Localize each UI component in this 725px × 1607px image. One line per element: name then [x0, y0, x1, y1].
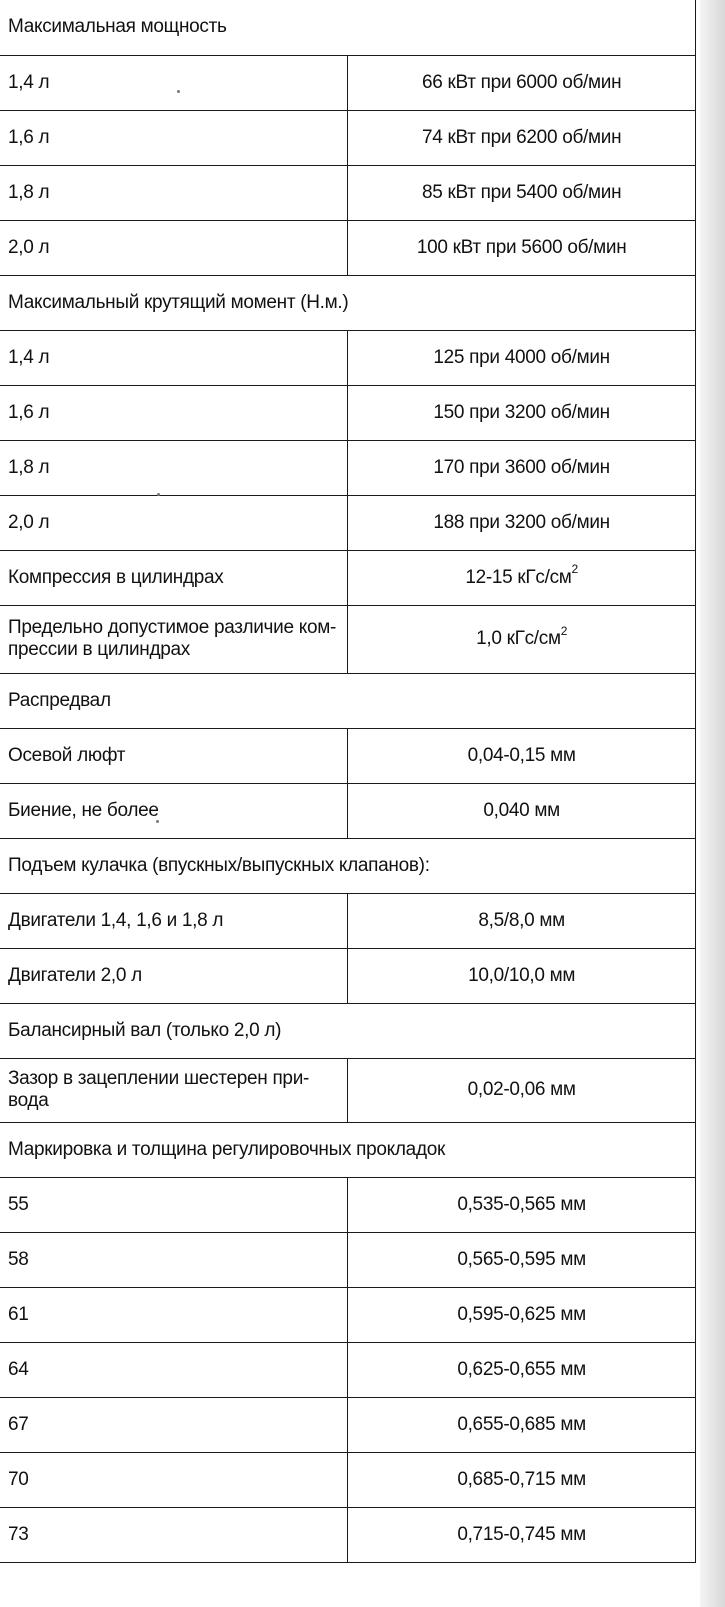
spec-value-text: 150 при 3200 об/мин	[433, 401, 610, 423]
section-title: Подъем кулачка (впускных/выпускных клапанов):	[0, 838, 696, 893]
spec-value	[348, 1342, 696, 1397]
section-header-row	[0, 0, 696, 55]
spec-value	[348, 1397, 696, 1452]
spec-row	[0, 1507, 696, 1562]
spec-value-text: 0,565-0,595 мм	[457, 1248, 586, 1270]
spec-label-text: 1,4 л	[8, 346, 50, 368]
spec-label-text: 70	[8, 1468, 29, 1490]
spec-value-text: 66 кВт при 6000 об/мин	[421, 71, 622, 93]
spec-label	[0, 1287, 348, 1342]
unit-superscript: 2	[571, 562, 578, 577]
spec-row	[0, 55, 696, 110]
spec-value	[348, 495, 696, 550]
spec-label	[0, 55, 348, 110]
spec-row	[0, 165, 696, 220]
spec-row	[0, 495, 696, 550]
spec-label	[0, 1058, 348, 1122]
unit-superscript: 2	[560, 623, 568, 638]
spec-value-text: 0,715-0,745 мм	[457, 1523, 586, 1545]
spec-value	[348, 1058, 696, 1122]
spec-value	[348, 440, 696, 495]
spec-row	[0, 1232, 696, 1287]
spec-value-text: 0,595-0,625 мм	[457, 1303, 586, 1325]
scan-speck	[157, 493, 160, 496]
spec-label	[0, 1232, 348, 1287]
spec-value-text: 1,0 кГс/см	[476, 628, 561, 649]
spec-row	[0, 1058, 696, 1122]
spec-label-text: 1,8 л	[8, 456, 50, 478]
page-edge-shadow	[700, 0, 725, 1607]
spec-value	[348, 1287, 696, 1342]
spec-value	[348, 893, 696, 948]
spec-label-text: 55	[8, 1193, 29, 1215]
spec-label-text: Компрессия в цилиндрах	[8, 566, 224, 588]
spec-row	[0, 1452, 696, 1507]
section-header-row	[0, 838, 696, 893]
spec-value-text: 10,0/10,0 мм	[468, 964, 576, 986]
scan-speck	[177, 90, 180, 93]
spec-value	[348, 220, 696, 275]
spec-value-text: 0,02-0,06 мм	[467, 1079, 576, 1100]
spec-label-text: 1,8 л	[8, 181, 50, 203]
spec-value	[348, 728, 696, 783]
spec-label	[0, 893, 348, 948]
spec-label-text: 58	[8, 1248, 29, 1270]
spec-row	[0, 110, 696, 165]
spec-row	[0, 948, 696, 1003]
spec-row	[0, 440, 696, 495]
spec-row	[0, 605, 696, 673]
spec-label	[0, 1177, 348, 1232]
section-header-row	[0, 1122, 696, 1177]
spec-row	[0, 330, 696, 385]
spec-value-text: 100 кВт при 5600 об/мин	[416, 236, 627, 258]
spec-value-text: 188 при 3200 об/мин	[433, 511, 610, 533]
spec-value-text: 0,535-0,565 мм	[457, 1193, 586, 1215]
spec-label-text: 2,0 л	[8, 511, 50, 533]
spec-value	[348, 948, 696, 1003]
spec-value	[348, 1232, 696, 1287]
spec-row	[0, 385, 696, 440]
spec-value	[348, 110, 696, 165]
spec-label-text: Двигатели 1,4, 1,6 и 1,8 л	[8, 909, 224, 931]
spec-row	[0, 220, 696, 275]
spec-label	[0, 948, 348, 1003]
spec-value	[348, 783, 696, 838]
spec-label	[0, 440, 348, 495]
spec-row	[0, 893, 696, 948]
spec-label	[0, 783, 348, 838]
spec-value-text: 74 кВт при 6200 об/мин	[421, 126, 622, 148]
section-title: Распредвал	[0, 673, 696, 728]
spec-label-text: Биение, не более	[8, 799, 159, 821]
spec-value-text: 0,625-0,655 мм	[457, 1358, 586, 1380]
spec-row	[0, 1397, 696, 1452]
spec-row	[0, 550, 696, 605]
spec-value	[348, 1507, 696, 1562]
spec-label-text: 67	[8, 1413, 29, 1435]
spec-value	[348, 385, 696, 440]
section-header-row	[0, 275, 696, 330]
spec-label-text: Зазор в зацеплении шестерен при- вода	[8, 1068, 310, 1111]
spec-label-text: 73	[8, 1523, 29, 1545]
spec-label	[0, 220, 348, 275]
spec-row	[0, 1342, 696, 1397]
spec-row	[0, 783, 696, 838]
spec-row	[0, 1287, 696, 1342]
section-title: Максимальный крутящий момент (Н.м.)	[0, 275, 696, 330]
scan-speck	[156, 820, 159, 823]
spec-value-text: 12-15 кГс/см	[465, 566, 572, 588]
spec-value-text: 0,04-0,15 мм	[467, 744, 576, 766]
section-header-row	[0, 673, 696, 728]
spec-label	[0, 330, 348, 385]
spec-label-text: 64	[8, 1358, 29, 1380]
spec-value	[348, 55, 696, 110]
spec-label-text: 2,0 л	[8, 236, 50, 258]
spec-label-text: 1,6 л	[8, 126, 50, 148]
spec-label-text: Предельно допустимое различие ком- прессии в цилиндрах	[8, 617, 336, 660]
spec-label-text: 1,6 л	[8, 401, 50, 423]
section-title: Маркировка и толщина регулировочных прокладок	[0, 1122, 696, 1177]
spec-label	[0, 110, 348, 165]
spec-label	[0, 1342, 348, 1397]
section-title: Максимальная мощность	[0, 0, 696, 55]
spec-label	[0, 605, 348, 673]
spec-value-text: 85 кВт при 5400 об/мин	[421, 181, 622, 203]
spec-value	[348, 1452, 696, 1507]
spec-label	[0, 1397, 348, 1452]
spec-label	[0, 1507, 348, 1562]
spec-value	[348, 1177, 696, 1232]
spec-label	[0, 495, 348, 550]
spec-value-text: 0,685-0,715 мм	[457, 1468, 586, 1490]
spec-row	[0, 728, 696, 783]
spec-row	[0, 1177, 696, 1232]
spec-value	[348, 330, 696, 385]
spec-label	[0, 385, 348, 440]
spec-label-text: 61	[8, 1303, 29, 1325]
spec-label-text: 1,4 л	[8, 71, 50, 93]
spec-value-text: 0,040 мм	[483, 799, 560, 821]
spec-value-text: 125 при 4000 об/мин	[433, 346, 610, 368]
spec-value-text: 8,5/8,0 мм	[478, 909, 565, 931]
spec-label-text: Двигатели 2,0 л	[8, 964, 142, 986]
spec-value	[348, 605, 696, 673]
spec-label	[0, 550, 348, 605]
section-title: Балансирный вал (только 2,0 л)	[0, 1003, 696, 1058]
section-header-row	[0, 1003, 696, 1058]
spec-label	[0, 728, 348, 783]
spec-value-text: 170 при 3600 об/мин	[433, 456, 610, 478]
spec-label-text: Осевой люфт	[8, 744, 126, 766]
spec-value	[348, 550, 696, 605]
spec-label	[0, 1452, 348, 1507]
spec-label	[0, 165, 348, 220]
spec-value	[348, 165, 696, 220]
spec-value-text: 0,655-0,685 мм	[457, 1413, 586, 1435]
